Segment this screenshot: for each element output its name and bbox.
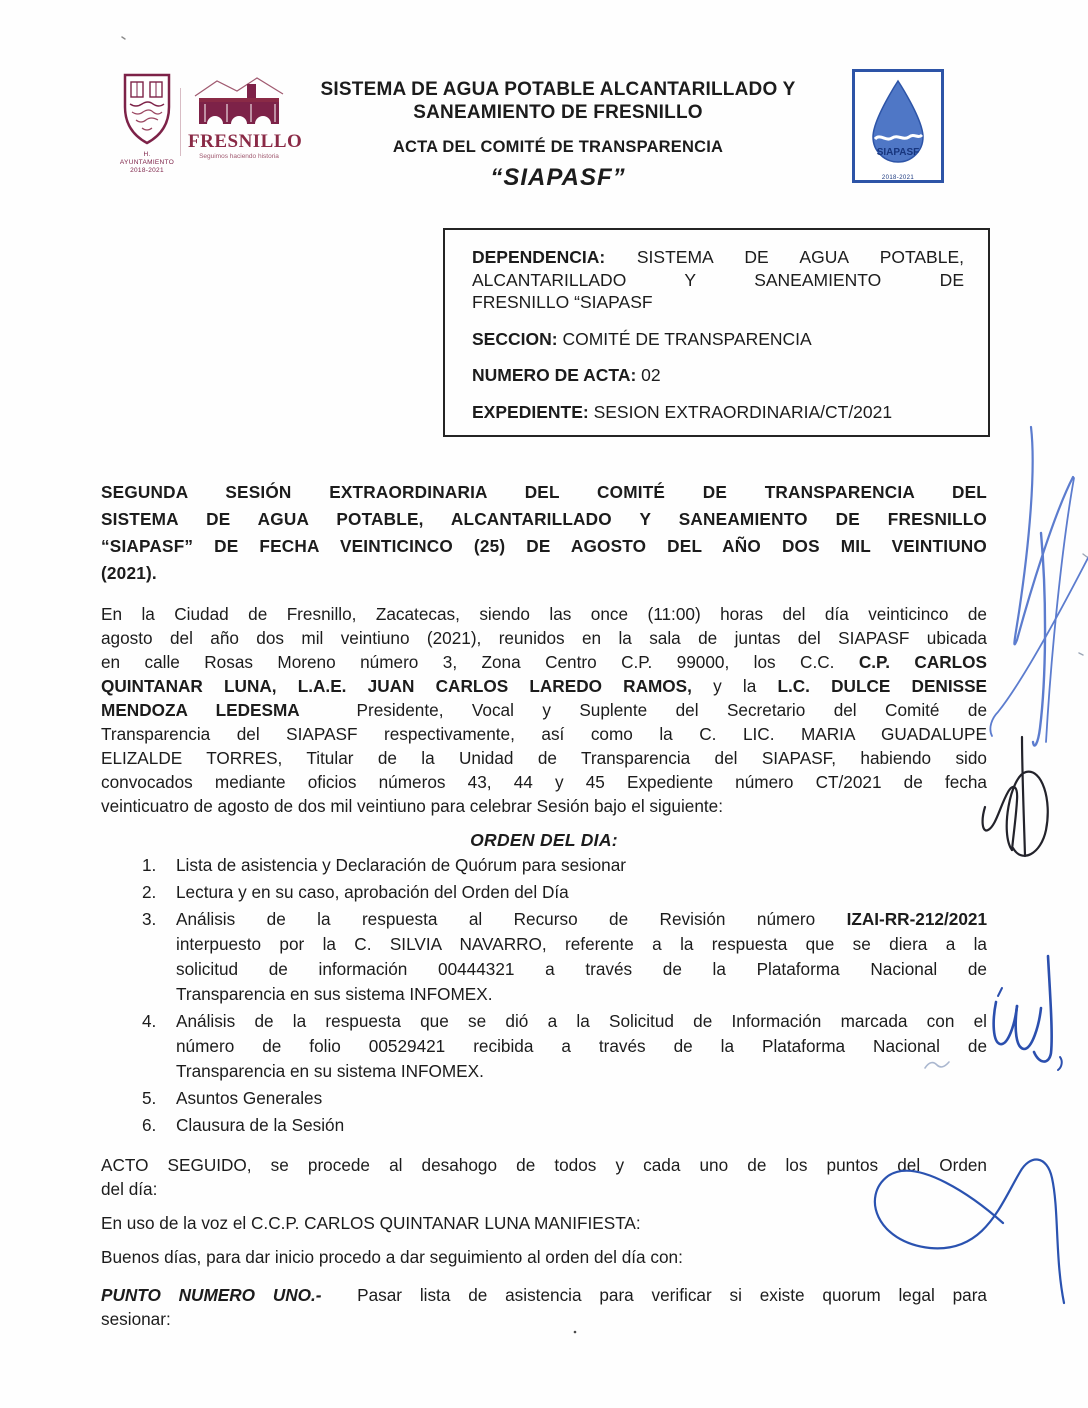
orden-item-2 [101, 880, 987, 905]
session-heading: SEGUNDA SESIÓN EXTRAORDINARIA DEL COMITÉ DE TRANSPARENCIA DEL SISTEMA DE AGUA POTABLE, ALCANTARILLADO Y SANEAMIENTO DE FRESNILLO “SIAPASF” DE FECHA VEINTICINCO (25) DE AGOSTO DEL AÑO DOS MIL VEINTIUNO (2021). [101, 482, 987, 583]
orden-del-dia-list [101, 853, 987, 1138]
item-number: 2. [142, 882, 157, 902]
signature-mark-1 [990, 427, 1088, 746]
document-body [101, 479, 987, 1331]
org-title: SISTEMA DE AGUA POTABLE ALCANTARILLADO Y SANEAMIENTO DE FRESNILLO [320, 79, 796, 123]
document-title-block [278, 78, 838, 192]
item-text: Análisis de la respuesta al Recurso de Revisión número IZAI-RR-212/2021 interpuesto por la C. SILVIA NAVARRO, referente a la respuesta que se diera a la solicitud de información 00444321 a través de la Plataforma Nacional de Transparencia en sus sistema INFOMEX. [176, 909, 987, 1004]
orden-item-6 [101, 1113, 987, 1138]
org-acronym: “SIAPASF” [490, 164, 626, 191]
en-uso-de-la-voz-paragraph: En uso de la voz el C.C.P. CARLOS QUINTANAR LUNA MANIFIESTA: [101, 1213, 641, 1233]
acto-seguido-paragraph: ACTO SEGUIDO, se procede al desahogo de todos y cada uno de los puntos del Orden del día: [101, 1155, 987, 1199]
fresnillo-buildings-icon [191, 76, 287, 126]
case-info-box [443, 228, 990, 437]
item-number: 6. [142, 1115, 157, 1135]
item-number: 4. [142, 1011, 157, 1031]
logo-divider [180, 88, 181, 156]
orden-item-1 [101, 853, 987, 878]
drop-label: SIAPASF [876, 147, 920, 158]
fresnillo-logo [188, 76, 303, 161]
item-text: Lista de asistencia y Declaración de Quórum para sesionar [176, 855, 626, 875]
water-drop-icon [862, 77, 934, 169]
item-number: 1. [142, 855, 157, 875]
info-seccion: SECCION: COMITÉ DE TRANSPARENCIA [472, 328, 812, 349]
signature-mark-3 [994, 956, 1062, 1070]
item-number: 5. [142, 1088, 157, 1108]
buenos-dias-paragraph: Buenos días, para dar inicio procedo a dar seguimiento al orden del día con: [101, 1247, 683, 1267]
orden-item-4 [101, 1009, 987, 1084]
item-text: Asuntos Generales [176, 1088, 323, 1108]
shield-caption: H. AYUNTAMIENTO [119, 151, 175, 166]
info-dependencia: DEPENDENCIA: SISTEMA DE AGUA POTABLE, ALCANTARILLADO Y SANEAMIENTO DE FRESNILLO “SIAPASF [472, 247, 964, 312]
siapasf-logo [852, 69, 944, 183]
shield-caption-years: 2018-2021 [130, 167, 164, 174]
ayuntamiento-shield-logo [116, 72, 178, 175]
orden-item-5 [101, 1086, 987, 1111]
fresnillo-tagline: Seguimos haciendo historia [199, 153, 279, 160]
item-number: 3. [142, 909, 157, 929]
doc-subtitle: ACTA DEL COMITÉ DE TRANSPARENCIA [392, 138, 724, 156]
siapasf-logo-caption: 2018-2021 [881, 175, 915, 181]
info-numero-acta: NUMERO DE ACTA: 02 [472, 365, 661, 385]
item-text: Análisis de la respuesta que se dió a la Solicitud de Información marcada con el número de folio 00529421 recibida a través de la Plataforma Nacional de Transparencia en su sistema INFOMEX. [176, 1011, 987, 1081]
orden-item-3 [101, 907, 987, 1007]
shield-icon [118, 72, 176, 146]
fresnillo-wordmark: FRESNILLO [188, 131, 303, 152]
intro-paragraph: En la Ciudad de Fresnillo, Zacatecas, siendo las once (11:00) horas del día veinticinco de agosto del año dos mil veintiuno (2021), reunidos en la sala de juntas del SIAPASF ubicada en calle Rosas Moreno número 3, Zona Centro C.P. 99000, los C.C. C.P. CARLOS QUINTANAR LUNA, L.A.E. JUAN CARLOS LAREDO RAMOS, y la L.C. DULCE DENISSE MENDOZA LEDESMA Presidente, Vocal y Suplente del Secretario del Comité de Transparencia del SIAPASF respectivamente, así como la C. LIC. MARIA GUADALUPE ELIZALDE TORRES, Titular de la Unidad de Transparencia del SIAPASF, habiendo sido convocados mediante oficios números 43, 44 y 45 Expediente número CT/2021 de fecha veinticuatro de agosto de dos mil veintiuno para celebrar Sesión bajo el siguiente: [101, 604, 988, 816]
item-text: Clausura de la Sesión [176, 1115, 345, 1135]
punto-numero-uno-paragraph: PUNTO NUMERO UNO.- Pasar lista de asistencia para verificar si existe quorum legal para sesionar: [101, 1285, 987, 1329]
signature-mark-2 [983, 737, 1048, 856]
item-text: Lectura y en su caso, aprobación del Orden del Día [176, 882, 569, 902]
info-expediente: EXPEDIENTE: SESION EXTRAORDINARIA/CT/2021 [472, 401, 893, 422]
orden-del-dia-title: ORDEN DEL DIA: [470, 830, 618, 850]
